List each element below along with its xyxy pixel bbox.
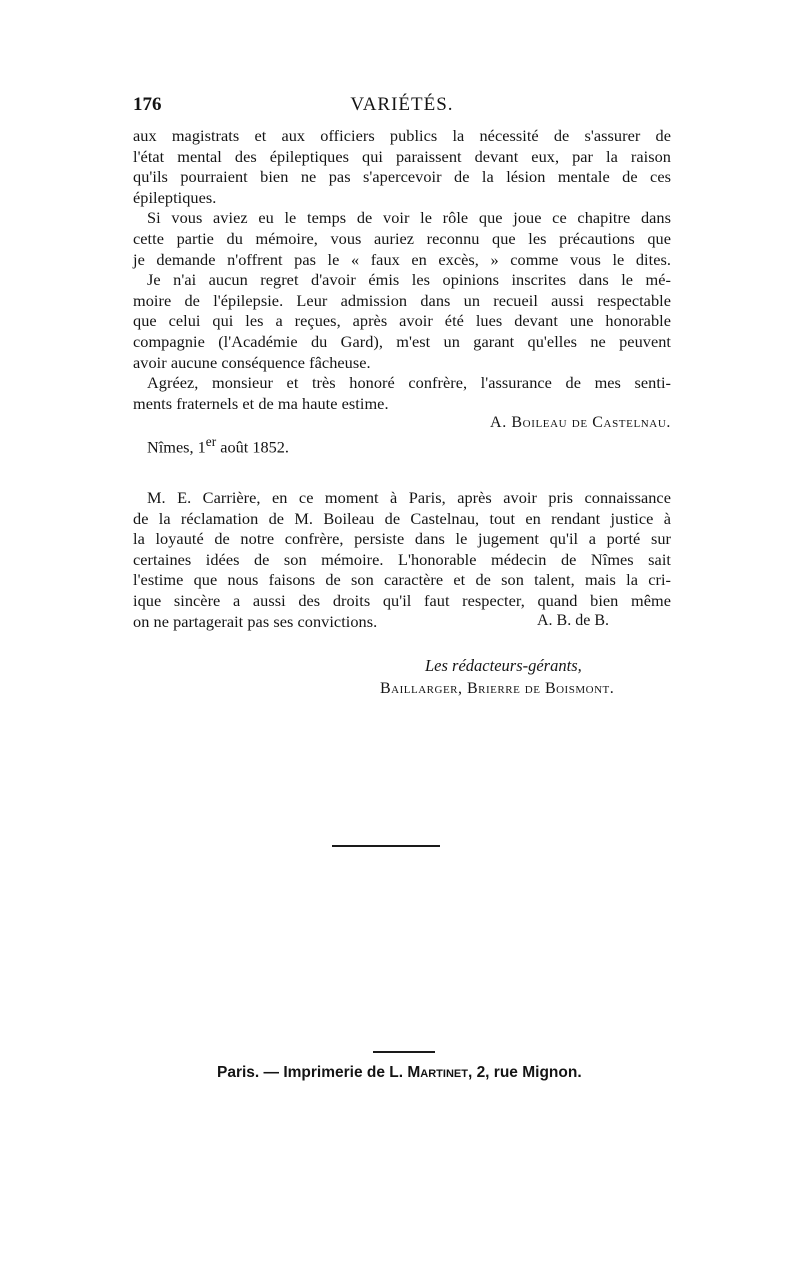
text-line: ique sincère a aussi des droits qu'il faut respecter, quand bien même (133, 590, 671, 610)
text-line: certaines idées de son mémoire. L'honorable médecin de Nîmes sait (133, 549, 671, 569)
text-line: aux magistrats et aux officiers publics la nécessité de s'assurer de (133, 126, 671, 145)
text-line: ments fraternels et de ma haute estime. (133, 393, 389, 413)
text-line: l'estime que nous faisons de son caractère et de son talent, mais la cri- (133, 570, 671, 590)
text-line: cette partie du mémoire, vous auriez reconnu que les précautions que (133, 228, 671, 248)
text-line: M. E. Carrière, en ce moment à Paris, après avoir pris connaissance (147, 488, 671, 507)
section-divider (332, 845, 440, 847)
letter-body (133, 126, 671, 414)
text-line: moire de l'épilepsie. Leur admission dans un recueil aussi respectable (133, 290, 671, 310)
imprint (217, 1064, 582, 1082)
text-line: la loyauté de notre confrère, persiste dans le jugement qu'il a porté sur (133, 529, 671, 549)
editorial-note (133, 488, 671, 632)
text-line: de la réclamation de M. Boileau de Castelnau, tout en rendant justice à (133, 508, 671, 528)
imprint-suffix: , 2, rue Mignon. (467, 1064, 582, 1081)
text-line: Agréez, monsieur et très honoré confrère, l'assurance de mes senti- (147, 373, 671, 393)
note-signature: A. B. de B. (537, 611, 609, 629)
text-line: que celui qui les a reçues, après avoir été lues devant une honorable (133, 311, 671, 331)
text-line: Si vous aviez eu le temps de voir le rôle que joue ce chapitre dans (147, 208, 671, 228)
editors-names: Baillarger, Brierre de Boismont. (380, 680, 615, 697)
text-line: on ne partagerait pas ses convictions. (133, 611, 378, 631)
running-title: VARIÉTÉS. (350, 94, 454, 115)
text-line: Je n'ai aucun regret d'avoir émis les opinions inscrites dans le mé- (147, 270, 671, 290)
date-place: Nîmes, 1 (147, 437, 206, 457)
page-header (133, 94, 671, 120)
imprint-prefix: Paris. — Imprimerie de L. (217, 1064, 408, 1081)
date-rest: août 1852. (216, 437, 289, 457)
text-line: je demande n'offrent pas le « faux en excès, » comme vous le dites. (133, 249, 671, 269)
text-line: avoir aucune conséquence fâcheuse. (133, 352, 371, 372)
editors-label: Les rédacteurs-gérants, (425, 656, 582, 675)
date-ordinal: er (205, 434, 217, 449)
text-line: compagnie (l'Académie du Gard), m'est un garant qu'elles ne peuvent (133, 331, 671, 351)
letter-signature-row (133, 414, 671, 432)
letter-signature: A. Boileau de Castelnau. (490, 414, 671, 431)
imprint-printer: Martinet (407, 1064, 468, 1081)
note-last-row (133, 612, 671, 633)
dateline (147, 434, 685, 457)
text-line: l'état mental des épileptiques qui paraissent devant eux, par la raison (133, 146, 671, 166)
imprint-divider (373, 1051, 435, 1053)
text-line: épileptiques. (133, 187, 217, 207)
page-number: 176 (133, 94, 162, 115)
text-line: qu'ils pourraient bien ne pas s'apercevoir de la lésion mentale de ces (133, 167, 671, 187)
